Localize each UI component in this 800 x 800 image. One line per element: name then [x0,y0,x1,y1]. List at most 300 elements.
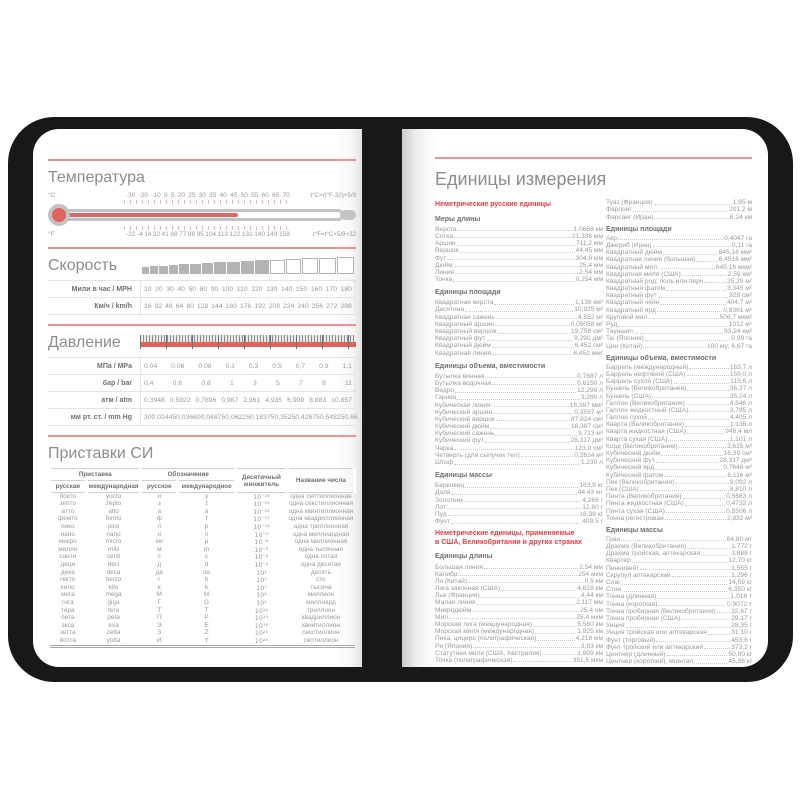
scale-value: -22 [126,231,136,238]
cell-value: 240 [297,302,309,310]
unit-row [606,206,752,213]
cell-value: 0,08 [198,362,212,370]
scale-value: 45 [230,192,238,199]
unit-name: Пек (Великобритания) [606,478,675,486]
cell-value: 450,036 [168,413,194,421]
unit-name: Ли (Китай) [435,577,468,585]
unit-value: 0,3597 м³ [574,408,603,416]
unit-value: 1,138 км² [575,299,603,307]
unit-name: Фарсанг (Иран) [606,213,654,221]
unit-row [606,371,752,378]
unit-value: 201,2 м [729,206,752,214]
unit-row [606,543,752,550]
unit-value: 87,824 см³ [570,415,603,423]
col-header-russian-prefix: русская [50,481,87,493]
unit-row [435,437,603,444]
cell-value: 0,3 [248,362,259,370]
unit-value: 25,4 мм [579,261,603,269]
sign-russian: З [157,629,162,637]
dotted-leader [495,325,570,326]
unit-row [606,536,752,543]
unit-row [435,459,603,466]
group-title: Единицы площади [435,289,501,297]
unit-value: 6,4516 мм² [718,256,752,264]
unit-row [435,628,603,635]
unit-value: 6,452 см² [574,342,603,350]
sign-international: f [205,515,208,523]
unit-row [606,579,752,586]
dotted-leader [455,273,578,274]
unit-value: 8,810 л [729,485,752,493]
unit-value: 9,092 л [729,478,752,486]
unit-row [435,518,603,525]
number-name: одна сотая [304,553,338,561]
unit-name: Кубический сажень [435,430,495,438]
si-prefixes-section [48,445,356,648]
unit-value: 3,93 км [580,642,603,650]
unit-value: 2,117 мм [576,599,603,607]
number-name: септиллион [303,636,339,644]
cell-value: 128 [196,302,209,310]
dotted-leader [618,326,727,327]
unit-name: Морская миля (международная) [435,628,535,636]
unit-row [606,636,752,643]
number-name: тысяча [310,583,332,591]
col-header-number-name: Название числа [287,469,354,493]
unit-row [606,515,752,522]
unit-name: Драхма тройская, аптекарская [606,550,701,558]
unit-value: 1012 м² [728,321,752,328]
unit-row [606,450,752,457]
cell-value: 30 [166,285,174,293]
divider-line [48,435,356,437]
dotted-leader [658,268,715,269]
dotted-leader [458,230,573,231]
unit-row [435,657,603,664]
number-name: одна тысячная [298,545,343,553]
unit-row [435,380,603,387]
col-header-prefix: Приставка [50,469,141,481]
speed-square [214,262,226,274]
unit-value: 44,43 мг [577,489,603,497]
number-name: миллион [307,591,334,599]
unit-name: Штоф [435,459,454,467]
unit-row [435,269,603,276]
group-title: Единицы длины [435,553,493,561]
unit-row [606,199,752,206]
unit-name: Пеннивейт [606,564,640,572]
dotted-leader [661,455,722,456]
dotted-leader [643,347,706,348]
unit-row [435,321,603,328]
tick-marks-bottom [124,226,288,230]
prefix-international: milli [108,545,120,553]
unit-name: Линия [435,268,454,276]
unit-value: 2,54 мм [579,563,603,571]
sign-international: da [202,568,211,576]
prefix-international: nano [106,530,121,538]
unit-value: 0,7687 л [577,372,603,380]
speed-square [227,262,239,274]
dotted-leader [660,304,726,305]
cell-value: 0,6 [172,379,183,387]
scale-value: 50 [240,192,248,199]
cell-value: 208 [268,302,281,310]
scale-value: 158 [279,231,290,238]
unit-name: Пуд [435,510,447,518]
unit-row [435,489,603,496]
unit-name: Большая линия [435,563,483,571]
number-name: квадриллион [301,614,341,622]
unit-name: Квадратный род, поль или перч [606,277,704,285]
unit-value: 0,5 км [584,577,603,585]
dotted-leader [687,390,728,391]
unit-row [435,233,603,240]
sign-russian: а [157,507,162,515]
dotted-leader [682,275,727,276]
dotted-leader [622,584,728,585]
prefix-russian: гекто [60,576,76,584]
prefix-international: zepto [105,500,122,508]
dotted-leader [492,347,574,348]
scale-value: 149 [266,231,278,238]
speed-square [190,264,200,274]
dotted-leader [666,512,725,513]
unit-row [606,242,752,249]
unit-name: Морская лига (международная) [435,621,532,629]
unit-name: Кубический дюйм [435,423,490,431]
cell-value: 0,5922 [169,396,191,404]
cell-value: 5250,42 [283,413,309,421]
cell-value: 192 [254,302,266,310]
unit-row [435,614,603,621]
dotted-leader [701,555,730,556]
scale-value: 0 [163,192,168,199]
cell-value: 10 [144,285,152,293]
unit-row [435,452,603,459]
dotted-leader [498,333,570,334]
scale-value: -20 [138,192,149,199]
cell-value: 6,909 [287,396,305,404]
unit-row [606,593,752,600]
unit-value: 0,4732 л [726,500,752,508]
dotted-leader [621,540,726,541]
number-name: одна триллионная [293,522,349,530]
scale-value: 14 [144,231,152,238]
speed-square [255,260,269,274]
unit-name: Квартер [606,557,631,565]
unit-row [606,493,752,500]
decimal-multiplier: 10³ [256,583,267,592]
unit-value: 0,9072 т [726,600,752,608]
si-row [50,523,355,531]
sign-russian: мк [155,538,163,546]
dotted-leader [696,261,717,262]
dotted-leader [472,611,579,612]
unit-value: 16,39 см³ [723,450,752,457]
si-row [50,561,355,569]
cell-value: 32 [154,302,163,310]
si-row [50,577,355,585]
dotted-leader [645,340,731,341]
unit-name: Гарнец [435,394,457,402]
unit-value: 645,16 мкм² [715,263,752,271]
unit-value: 64,80 мг [726,535,752,543]
unit-name: Галлон (Великобритания) [606,399,685,407]
sign-russian: ф [156,515,162,523]
prefix-russian: мега [60,591,75,599]
unit-value: 1,95 м [732,199,752,207]
unit-name: Бутылка винная [435,372,485,380]
unit-value: 10,925 м² [574,306,603,314]
thermometer-mercury [62,213,238,217]
unit-value: 44,45 мм [575,247,603,255]
prefix-international: giga [107,598,120,606]
dotted-leader [654,204,732,205]
unit-name: Кубический дюйм [606,450,661,457]
cell-value: 80 [186,302,194,310]
cell-value: 0,5 [272,362,282,370]
sign-international: h [204,576,209,584]
unit-name: Бушель (США) [606,392,651,400]
dotted-leader [685,505,725,506]
dotted-leader [632,562,728,563]
dotted-leader [633,211,728,212]
cell-value: 1 [229,379,234,387]
unit-name: Точка (полиграфическая) [435,656,513,664]
sign-international: T [204,606,209,614]
unit-row [606,651,752,658]
unit-name: Кубический фатом [606,471,664,479]
dotted-leader [694,663,727,664]
unit-name: Пек (США) [606,485,639,493]
unit-value: 4,828 км [577,585,603,593]
scale-value: 122 [229,231,241,238]
cell-value: 176 [239,302,252,310]
number-name: секстиллион [302,629,340,637]
speed-title: Скорость [48,257,118,274]
thermometer-end [340,210,356,220]
cell-value: 48 [165,302,173,310]
cell-value: 0,3948 [144,396,165,404]
prefix-international: peta [107,614,120,622]
unit-name: Бутылка водочная [435,379,492,387]
unit-name: Фарлонг [606,206,632,214]
unit-value: 1,825 км [577,628,603,636]
unit-name: Кубический фут [435,437,484,445]
unit-name: Малая линия [435,599,476,607]
dotted-leader [672,576,731,577]
dotted-leader [681,619,730,620]
dotted-leader [664,476,726,477]
dotted-leader [448,515,579,516]
unit-name: Тонна пробирная (США) [606,614,681,622]
unit-name: Квадратная миля (США) [606,270,681,278]
dotted-leader [447,508,581,509]
table-row [48,392,356,409]
unit-value: 711,2 мм [576,240,603,248]
sign-russian: г [158,576,161,584]
speed-square [202,263,213,274]
group-title: Единицы массы [606,526,663,534]
dotted-leader [689,411,729,412]
scale-value: 65 [272,192,280,199]
unit-row [435,240,603,247]
dotted-leader [658,297,729,298]
unit-list [435,482,603,525]
unit-value: 163,7 л [729,363,752,371]
dotted-leader [640,490,729,491]
cell-value: 0,4 [144,379,154,387]
unit-name: Центнер (длинный) [606,650,666,658]
unit-value: 6,24 км [729,213,752,221]
thermometer-bulb [48,204,70,226]
dotted-leader [460,252,575,253]
units-column-left [435,196,603,665]
unit-row [435,621,603,628]
decimal-multiplier: 10⁻² [254,553,269,562]
dotted-leader [655,469,722,470]
unit-name: Кубический вершок [435,415,495,423]
prefix-russian: нано [60,530,75,538]
unit-value: 0,99 га [731,335,752,343]
unit-row [606,608,752,615]
unit-row [606,342,752,349]
cell-value: 0,987 [221,396,239,404]
celsius-formula: t°C=(t°F-32)×5/9 [310,192,356,199]
dotted-leader [477,604,576,605]
unit-value: 2,59 км² [727,270,752,278]
unit-row [606,271,752,278]
dotted-leader [533,626,576,627]
unit-value: 28,317 дм³ [570,437,603,445]
unit-row [435,482,603,489]
dotted-leader [447,259,574,260]
cell-value: 0,8 [201,379,211,387]
unit-row [606,263,752,270]
decimal-multiplier: 10¹² [254,606,269,615]
unit-value: 0,6150 л [577,379,603,387]
speed-square [319,258,335,274]
speed-square [241,261,254,274]
unit-row [606,335,752,342]
speed-squares [140,257,356,274]
unit-name: Руд [606,321,618,328]
sign-international: n [204,530,209,538]
unit-value: 2,54 мм [579,268,603,276]
speed-square [286,259,301,274]
dotted-leader [454,266,579,267]
sign-russian: п [157,522,162,530]
unit-name: Квадратный вершок [435,328,497,336]
scale-value: -30 [126,192,136,199]
number-name: одна десятая [301,560,341,568]
dotted-leader [687,548,730,549]
cell-value: 3750,3 [263,413,284,421]
dotted-leader [521,456,574,457]
unit-name: Круговой мил [606,313,648,321]
section-heading-foreign-units [435,530,603,547]
dotted-leader [543,654,577,655]
unit-row [435,592,603,599]
cell-value: 272 [326,302,338,310]
table-row [48,375,356,392]
unit-value: 3,888 г [731,550,752,558]
number-name: одна миллионная [294,538,348,546]
unit-name: Пинта (Великобритания) [606,493,682,501]
unit-value: 0,4047 га [724,234,752,242]
unit-name: Тонна пробирная (Великобритания) [606,607,716,615]
cell-value: 0,1 [225,362,235,370]
prefix-international: femto [105,515,122,523]
unit-row [606,507,752,514]
dotted-leader [656,641,730,642]
cell-value: 7 [298,379,303,387]
dotted-leader [535,633,576,634]
sign-international: M [203,591,210,599]
unit-name: Фунт тройский или аптекарский [606,643,704,651]
unit-row [435,349,603,356]
unit-name: Квадратный дюйм [606,249,662,257]
unit-row [435,585,603,592]
right-page [402,129,768,667]
unit-value: 32,67 г [731,607,752,615]
dotted-leader [457,245,575,246]
cell-value: 16 [144,302,152,310]
number-name: миллиард [306,598,336,606]
unit-list [606,199,752,221]
dotted-leader [468,582,584,583]
unit-value: 1,555 г [731,564,752,572]
table-row [48,281,356,298]
unit-row [435,642,603,649]
unit-name: Фут [435,254,447,262]
cell-value: 600,048 [193,413,218,421]
cell-value: 11 [344,379,352,387]
unit-name: Десятина [435,306,465,314]
cell-value: 4,935 [265,396,283,404]
unit-value: 12,80 г [582,503,603,511]
unit-name: Берковец [435,482,465,490]
group-title: Единицы массы [435,472,492,480]
dotted-leader [685,426,729,427]
unit-list [435,373,603,466]
dotted-leader [464,501,581,502]
sign-international: Y [204,636,209,644]
unit-value: 28,35 г [731,622,752,630]
unit-name: Фунт [435,518,450,526]
scale-value: 68 [170,231,178,238]
ruler-long-ticks [140,335,356,349]
unit-row [435,387,603,394]
sign-international: E [204,621,209,629]
unit-name: Квадратный дюйм [435,342,491,350]
sign-russian: Г [157,598,162,606]
unit-name: Пинта сухая (США) [606,507,665,515]
unit-name: Тонна (длинная) [606,593,657,601]
unit-name: Мил [435,613,449,621]
unit-value: 453,6 г [731,636,752,644]
group-title: Единицы объема, вместимости [606,354,717,362]
unit-value: 1,772 г [731,543,752,551]
cell-value: 140 [281,285,293,293]
unit-list [606,235,752,350]
dotted-leader [451,523,581,524]
unit-value: 1,136 л [729,421,752,429]
speed-section [48,249,356,315]
unit-value: 1,016 т [730,593,752,601]
dotted-leader [657,311,722,312]
